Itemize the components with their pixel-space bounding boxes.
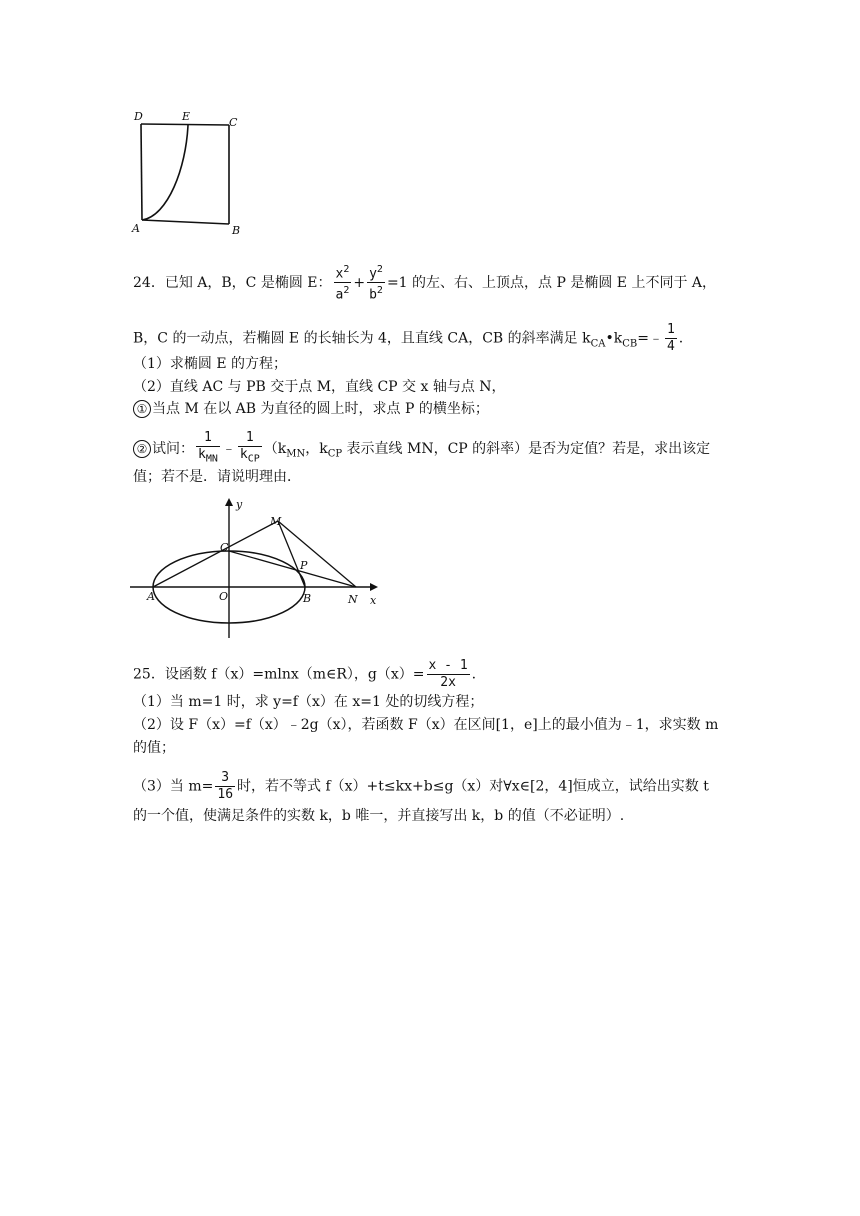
- edge-da: [141, 124, 142, 220]
- label-B: B: [232, 224, 241, 237]
- q25-line1: 25．设函数 f（x）=mlnx（m∈R），g（x）= $\frac{x - 1}{2x}$ .: [133, 658, 477, 690]
- fraction-1-kcp: $\frac{1}{k_{CP}}$: [239, 430, 260, 465]
- line-mn: [278, 521, 356, 587]
- q25-part1: （1）当 m=1 时，求 y=f（x）在 x=1 处的切线方程；: [133, 694, 484, 710]
- fraction-1-kmn: $\frac{1}{k_{MN}}$: [198, 430, 218, 465]
- fraction-x-1-over-2x: $\frac{x - 1}{2x}$: [428, 658, 468, 690]
- q25-part2: （2）设 F（x）=f（x）﹣2g（x），若函数 F（x）在区间[1，e]上的最小值为﹣1，求实数 m: [133, 717, 719, 733]
- edge-dc: [141, 124, 229, 125]
- curve-ae: [142, 125, 188, 220]
- q24-line1: 24．已知 A，B，C 是椭圆 E： $\frac{x^2}{a^2}$ + $\frac{y^2}{b^2}$ =1 的左、右、上顶点，点 P 是椭圆 E 上不同于 A，: [133, 264, 717, 303]
- fraction-x2-a2: $\frac{x^2}{a^2}$: [335, 264, 350, 303]
- q24-line-last: 值；若不是．请说明理由．: [133, 469, 301, 485]
- label-M: M: [270, 515, 282, 528]
- q25-part3-cont: 的一个值，使满足条件的实数 k，b 唯一，并直接写出 k，b 的值（不必证明）.: [133, 808, 625, 824]
- label-B: B: [303, 592, 312, 605]
- label-A: A: [132, 222, 140, 235]
- label-N: N: [348, 593, 358, 606]
- label-y: y: [236, 498, 243, 511]
- circled-1: ①: [133, 400, 151, 418]
- q24-part1: （1）求椭圆 E 的方程；: [133, 356, 288, 372]
- label-O: O: [219, 590, 229, 603]
- y-axis-arrow: [225, 498, 233, 506]
- q25-part3: （3）当 m= $\frac{3}{16}$ 时，若不等式 f（x）+t≤kx+b≤g（x）对∀x∈[2，4]恒成立，试给出实数 t: [133, 770, 709, 802]
- x-axis-arrow: [370, 583, 378, 591]
- q24-line2: B，C 的一动点，若椭圆 E 的长轴长为 4，且直线 CA，CB 的斜率满足 $k_{CA}•k_{CB}=﹣$ $\frac{1}{4}$ .: [133, 322, 684, 354]
- q24-text: 24．已知 A，B，C 是椭圆 E：: [133, 274, 332, 291]
- edge-ab: [142, 220, 229, 224]
- line-mb: [278, 521, 305, 587]
- label-x: x: [370, 594, 377, 607]
- label-C: C: [220, 541, 229, 554]
- label-D: D: [134, 110, 143, 123]
- figure-ellipse: [128, 494, 383, 640]
- figure-square-curve: [128, 108, 248, 238]
- label-P: P: [300, 559, 308, 572]
- fraction-3-16: $\frac{3}{16}$: [217, 770, 234, 802]
- q24-part2: （2）直线 AC 与 PB 交于点 M，直线 CP 交 x 轴与点 N，: [133, 379, 506, 395]
- q24-part2-sub2: ② 试问： $\frac{1}{k_{MN}}$ ﹣ $\frac{1}{k_{CP}}$ （$k_{MN}$，$k_{CP}$ 表示直线 MN，CP 的斜率）是否为定值？若是，求出该定: [133, 430, 710, 468]
- fraction-1-4: $\frac{1}{4}$: [666, 322, 675, 354]
- q24-part2-sub1: ① 当点 M 在以 AB 为直径的圆上时，求点 P 的横坐标；: [133, 399, 489, 419]
- label-A: A: [147, 590, 155, 603]
- fraction-y2-b2: $\frac{y^2}{b^2}$: [369, 264, 383, 303]
- circled-2: ②: [133, 440, 151, 458]
- q25-part2-cont: 的值；: [133, 740, 175, 756]
- label-E: E: [182, 110, 191, 123]
- label-C: C: [229, 116, 238, 129]
